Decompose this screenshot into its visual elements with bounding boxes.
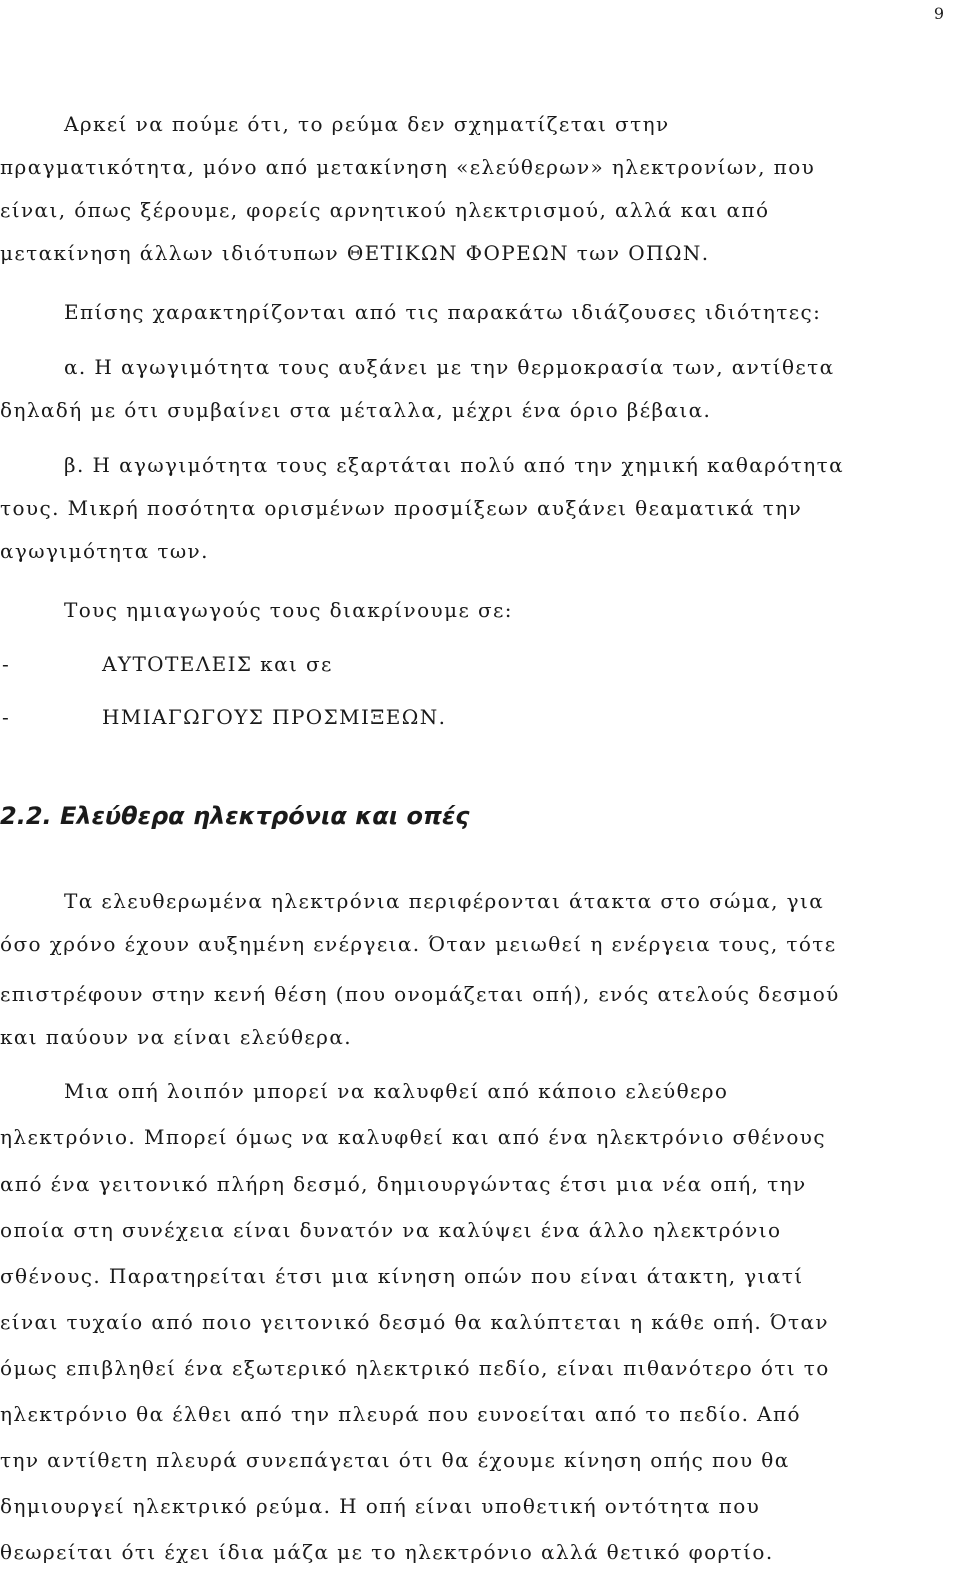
text-line: Τα ελευθερωμένα ηλεκτρόνια περιφέρονται άτακτα στο σώμα, για [64, 889, 825, 913]
text-line: όσο χρόνο έχουν αυξημένη ενέργεια. Όταν μειωθεί η ενέργεια τους, τότε [0, 932, 837, 956]
text-line: α. Η αγωγιμότητα τους αυξάνει με την θερμοκρασία των, αντίθετα [64, 355, 835, 379]
text-line: Τους ημιαγωγούς τους διακρίνουμε σε: [64, 598, 513, 622]
text-line: την αντίθετη πλευρά συνεπάγεται ότι θα έχουμε κίνηση οπής που θα [0, 1448, 790, 1472]
page-number: 9 [933, 4, 944, 23]
text-line: ηλεκτρόνιο θα έλθει από την πλευρά που ευνοείται από το πεδίο. Από [0, 1402, 801, 1426]
text-line: Αρκεί να πούμε ότι, το ρεύμα δεν σχηματίζεται στην [64, 112, 670, 136]
text-line: επιστρέφουν στην κενή θέση (που ονομάζεται οπή), ενός ατελούς δεσμού [0, 982, 840, 1006]
list-item-text: ΗΜΙΑΓΩΓΟΥΣ ΠΡΟΣΜΙΞΕΩΝ. [102, 705, 447, 729]
text-line: ηλεκτρόνιο. Μπορεί όμως να καλυφθεί και από ένα ηλεκτρόνιο σθένους [0, 1125, 826, 1149]
text-line: οποία στη συνέχεια είναι δυνατόν να καλύψει ένα άλλο ηλεκτρόνιο [0, 1218, 782, 1242]
text-line: σθένους. Παρατηρείται έτσι μια κίνηση οπών που είναι άτακτη, γιατί [0, 1264, 804, 1288]
text-line: και παύουν να είναι ελεύθερα. [0, 1025, 352, 1049]
text-line: θεωρείται ότι έχει ίδια μάζα με το ηλεκτρόνιο αλλά θετικό φορτίο. [0, 1540, 774, 1564]
list-dash: - [2, 705, 11, 729]
text-line: πραγματικότητα, μόνο από μετακίνηση «ελεύθερων» ηλεκτρονίων, που [0, 155, 816, 179]
text-line: τους. Μικρή ποσότητα ορισμένων προσμίξεων αυξάνει θεαματικά την [0, 496, 803, 520]
list-item [0, 650, 960, 678]
section-heading: 2.2. Ελεύθερα ηλεκτρόνια και οπές [0, 802, 470, 830]
text-line: μετακίνηση άλλων ιδιότυπων ΘΕΤΙΚΩΝ ΦΟΡΕΩΝ των ΟΠΩΝ. [0, 241, 710, 265]
text-line: όμως επιβληθεί ένα εξωτερικό ηλεκτρικό πεδίο, είναι πιθανότερο ότι το [0, 1356, 830, 1380]
text-line: από ένα γειτονικό πλήρη δεσμό, δημιουργώντας έτσι μια νέα οπή, την [0, 1172, 807, 1196]
text-line: δημιουργεί ηλεκτρικό ρεύμα. Η οπή είναι υποθετική οντότητα που [0, 1494, 761, 1518]
list-item-text: ΑΥΤΟΤΕΛΕΙΣ και σε [102, 652, 333, 676]
text-line: Μια οπή λοιπόν μπορεί να καλυφθεί από κάποιο ελεύθερο [64, 1079, 729, 1103]
text-line: αγωγιμότητα των. [0, 539, 209, 563]
text-line: είναι τυχαίο από ποιο γειτονικό δεσμό θα καλύπτεται η κάθε οπή. Όταν [0, 1310, 829, 1334]
list-item [0, 703, 960, 731]
list-dash: - [2, 652, 11, 676]
text-line: β. Η αγωγιμότητα τους εξαρτάται πολύ από την χημική καθαρότητα [64, 453, 844, 477]
text-line: δηλαδή με ότι συμβαίνει στα μέταλλα, μέχρι ένα όριο βέβαια. [0, 398, 712, 422]
text-line: Επίσης χαρακτηρίζονται από τις παρακάτω ιδιάζουσες ιδιότητες: [64, 300, 822, 324]
text-line: είναι, όπως ξέρουμε, φορείς αρνητικού ηλεκτρισμού, αλλά και από [0, 198, 770, 222]
